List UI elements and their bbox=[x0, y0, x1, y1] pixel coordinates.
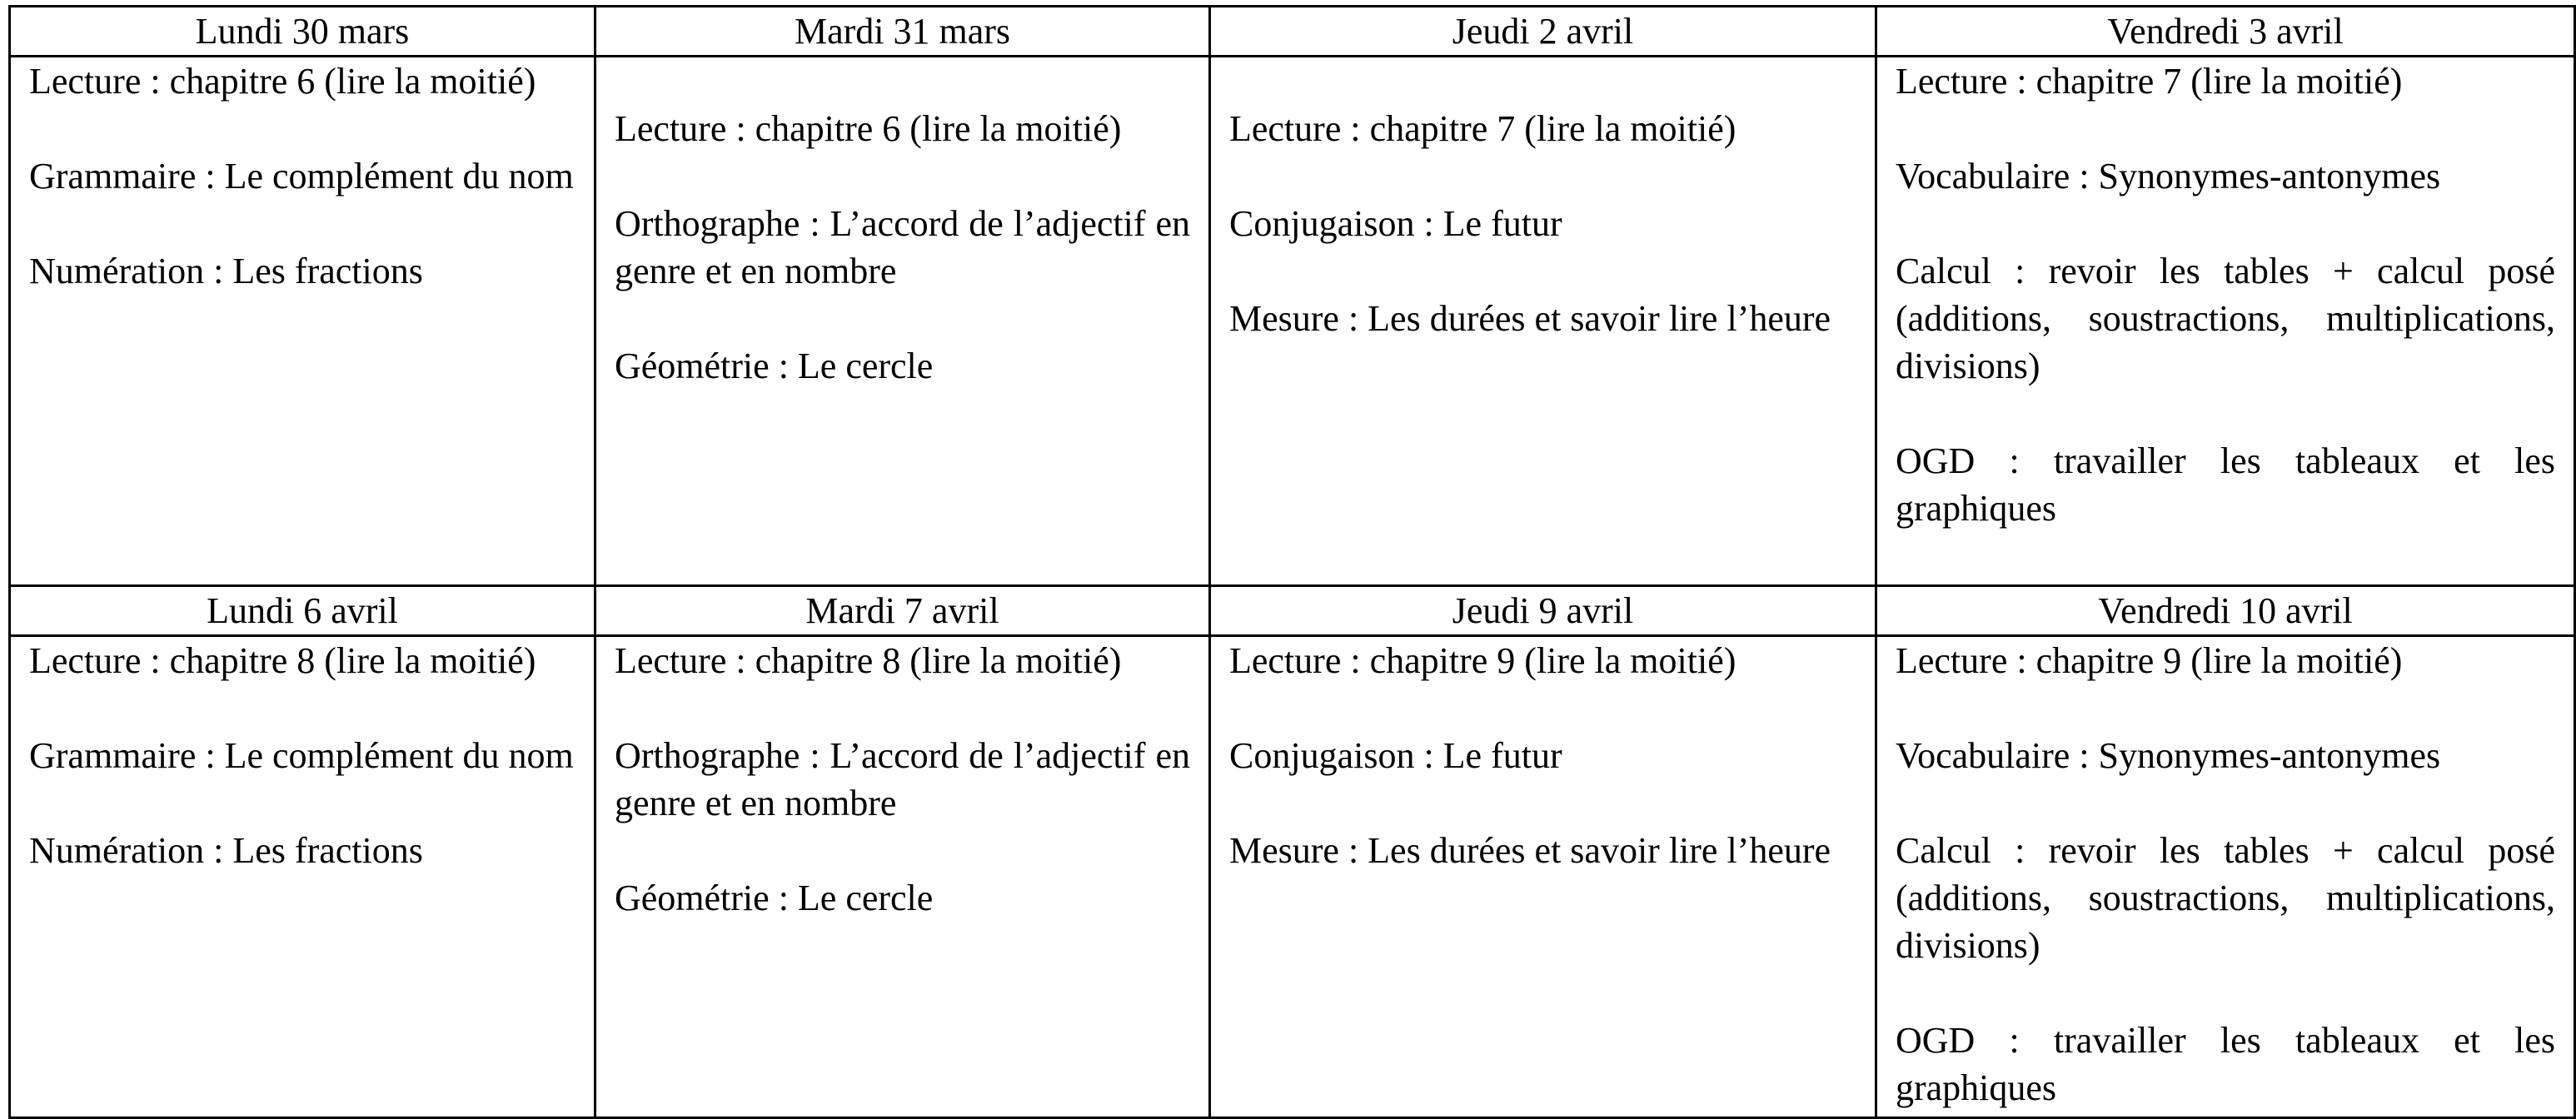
subject-entry: Lecture : chapitre 7 (lire la moitié) bbox=[1896, 61, 2403, 102]
subject-entry: OGD : travailler les tableaux et les graphiques bbox=[1896, 1020, 2555, 1108]
subject-entry: Grammaire : Le complément du nom bbox=[29, 156, 574, 196]
week-1-header-row bbox=[10, 7, 2575, 57]
week-2-content-row bbox=[10, 636, 2575, 1118]
schedule-table bbox=[8, 5, 2576, 1119]
day-cell bbox=[1876, 636, 2575, 1118]
day-cell bbox=[595, 636, 1210, 1118]
subject-entry: Mesure : Les durées et savoir lire l’heure bbox=[1229, 830, 1831, 871]
week-1-content-row bbox=[10, 57, 2575, 586]
subject-entry: Lecture : chapitre 6 (lire la moitié) bbox=[615, 108, 1122, 149]
subject-entry: Mesure : Les durées et savoir lire l’heure bbox=[1229, 298, 1831, 339]
subject-entry: Lecture : chapitre 8 (lire la moitié) bbox=[29, 640, 536, 681]
day-cell bbox=[1210, 636, 1876, 1118]
day-header: Jeudi 2 avril bbox=[1210, 7, 1876, 57]
subject-entry: Calcul : revoir les tables + calcul posé (additions, soustractions, multiplications, divisions) bbox=[1896, 251, 2555, 386]
subject-entry: Géométrie : Le cercle bbox=[615, 346, 934, 386]
day-header: Mardi 7 avril bbox=[595, 586, 1210, 636]
subject-entry: Orthographe : L’accord de l’adjectif en genre et en nombre bbox=[615, 735, 1190, 823]
subject-entry: OGD : travailler les tableaux et les graphiques bbox=[1896, 440, 2555, 529]
subject-entry: Lecture : chapitre 9 (lire la moitié) bbox=[1229, 640, 1736, 681]
day-header: Lundi 30 mars bbox=[10, 7, 595, 57]
subject-entry: Lecture : chapitre 8 (lire la moitié) bbox=[615, 640, 1122, 681]
day-header: Vendredi 3 avril bbox=[1876, 7, 2575, 57]
subject-entry: Lecture : chapitre 6 (lire la moitié) bbox=[29, 61, 536, 102]
subject-entry: Numération : Les fractions bbox=[29, 830, 423, 871]
subject-entry: Orthographe : L’accord de l’adjectif en genre et en nombre bbox=[615, 203, 1190, 291]
day-cell bbox=[1876, 57, 2575, 586]
subject-entry: Vocabulaire : Synonymes-antonymes bbox=[1896, 735, 2441, 776]
subject-entry: Conjugaison : Le futur bbox=[1229, 203, 1562, 244]
day-header: Mardi 31 mars bbox=[595, 7, 1210, 57]
subject-entry: Grammaire : Le complément du nom bbox=[29, 735, 574, 776]
subject-entry: Lecture : chapitre 7 (lire la moitié) bbox=[1229, 108, 1736, 149]
subject-entry: Numération : Les fractions bbox=[29, 251, 423, 291]
day-cell bbox=[595, 57, 1210, 586]
day-cell bbox=[10, 636, 595, 1118]
subject-entry: Calcul : revoir les tables + calcul posé (additions, soustractions, multiplications, divisions) bbox=[1896, 830, 2555, 966]
document-page bbox=[8, 0, 2575, 1108]
week-2-header-row bbox=[10, 586, 2575, 636]
subject-entry: Géométrie : Le cercle bbox=[615, 878, 934, 918]
day-header: Lundi 6 avril bbox=[10, 586, 595, 636]
day-header: Jeudi 9 avril bbox=[1210, 586, 1876, 636]
day-cell bbox=[1210, 57, 1876, 586]
subject-entry: Vocabulaire : Synonymes-antonymes bbox=[1896, 156, 2441, 196]
subject-entry: Lecture : chapitre 9 (lire la moitié) bbox=[1896, 640, 2403, 681]
day-cell bbox=[10, 57, 595, 586]
day-header: Vendredi 10 avril bbox=[1876, 586, 2575, 636]
subject-entry: Conjugaison : Le futur bbox=[1229, 735, 1562, 776]
